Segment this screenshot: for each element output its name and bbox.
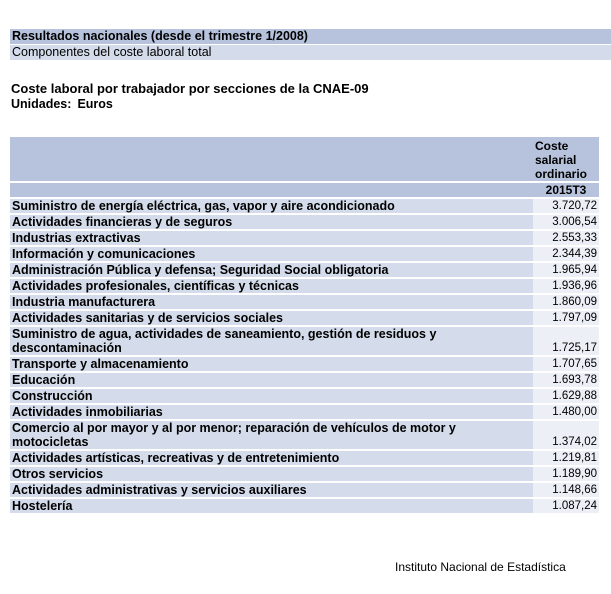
units-value: Euros [77, 97, 113, 111]
table-row [10, 389, 599, 403]
row-value: 1.629,88 [533, 389, 599, 403]
units-label: Unidades: [11, 97, 72, 111]
row-label: Actividades financieras y de seguros [10, 215, 533, 229]
row-value: 1.965,94 [533, 263, 599, 277]
row-label: Suministro de energía eléctrica, gas, vapor y aire acondicionado [10, 199, 533, 213]
results-subtitle: Componentes del coste laboral total [10, 45, 611, 60]
row-label: Información y comunicaciones [10, 247, 533, 261]
row-value: 1.797,09 [533, 311, 599, 325]
row-label: Transporte y almacenamiento [10, 357, 533, 371]
table-row [10, 279, 599, 293]
table-row [10, 421, 599, 449]
table-row [10, 405, 599, 419]
table-row [10, 451, 599, 465]
row-value: 1.707,65 [533, 357, 599, 371]
row-value: 1.860,09 [533, 295, 599, 309]
row-value: 1.189,90 [533, 467, 599, 481]
row-label: Actividades sanitarias y de servicios sociales [10, 311, 533, 325]
row-label: Construcción [10, 389, 533, 403]
row-value: 3.006,54 [533, 215, 599, 229]
row-value: 2.553,33 [533, 231, 599, 245]
row-label: Hostelería [10, 499, 533, 513]
row-label: Educación [10, 373, 533, 387]
table-row [10, 327, 599, 355]
table-row [10, 373, 599, 387]
row-label: Actividades inmobiliarias [10, 405, 533, 419]
table-header-row [10, 137, 599, 181]
table-row [10, 311, 599, 325]
table-row [10, 263, 599, 277]
row-value: 3.720,72 [533, 199, 599, 213]
row-label: Actividades profesionales, científicas y técnicas [10, 279, 533, 293]
table-row [10, 295, 599, 309]
period-header: 2015T3 [533, 183, 599, 197]
row-label: Actividades artísticas, recreativas y de entretenimiento [10, 451, 533, 465]
footer-source: Instituto Nacional de Estadística [395, 560, 566, 574]
row-label: Suministro de agua, actividades de saneamiento, gestión de residuos y descontaminación [10, 327, 533, 355]
row-value: 1.725,17 [533, 327, 599, 355]
table-row [10, 467, 599, 481]
row-value: 1.480,00 [533, 405, 599, 419]
table-row [10, 215, 599, 229]
table-row [10, 247, 599, 261]
row-value: 1.087,24 [533, 499, 599, 513]
row-label: Comercio al por mayor y al por menor; reparación de vehículos de motor y motocicletas [10, 421, 533, 449]
row-value: 2.344,39 [533, 247, 599, 261]
table-row [10, 483, 599, 497]
results-title: Resultados nacionales (desde el trimestre 1/2008) [10, 29, 611, 44]
row-label: Actividades administrativas y servicios auxiliares [10, 483, 533, 497]
table-row [10, 199, 599, 213]
row-label: Industria manufacturera [10, 295, 533, 309]
table-row [10, 499, 599, 513]
row-value: 1.693,78 [533, 373, 599, 387]
row-value: 1.936,96 [533, 279, 599, 293]
period-blank-cell [10, 183, 533, 197]
header-blank-cell [10, 137, 533, 181]
units-line [11, 97, 113, 111]
row-label: Otros servicios [10, 467, 533, 481]
row-value: 1.148,66 [533, 483, 599, 497]
table-period-row [10, 183, 599, 197]
table-row [10, 357, 599, 371]
column-header: Coste salarial ordinario [533, 137, 599, 181]
row-label: Industrias extractivas [10, 231, 533, 245]
row-value: 1.374,02 [533, 421, 599, 449]
table-row [10, 231, 599, 245]
data-table [10, 135, 599, 515]
row-label: Administración Pública y defensa; Seguridad Social obligatoria [10, 263, 533, 277]
row-value: 1.219,81 [533, 451, 599, 465]
table-title: Coste laboral por trabajador por secciones de la CNAE-09 [11, 81, 369, 96]
